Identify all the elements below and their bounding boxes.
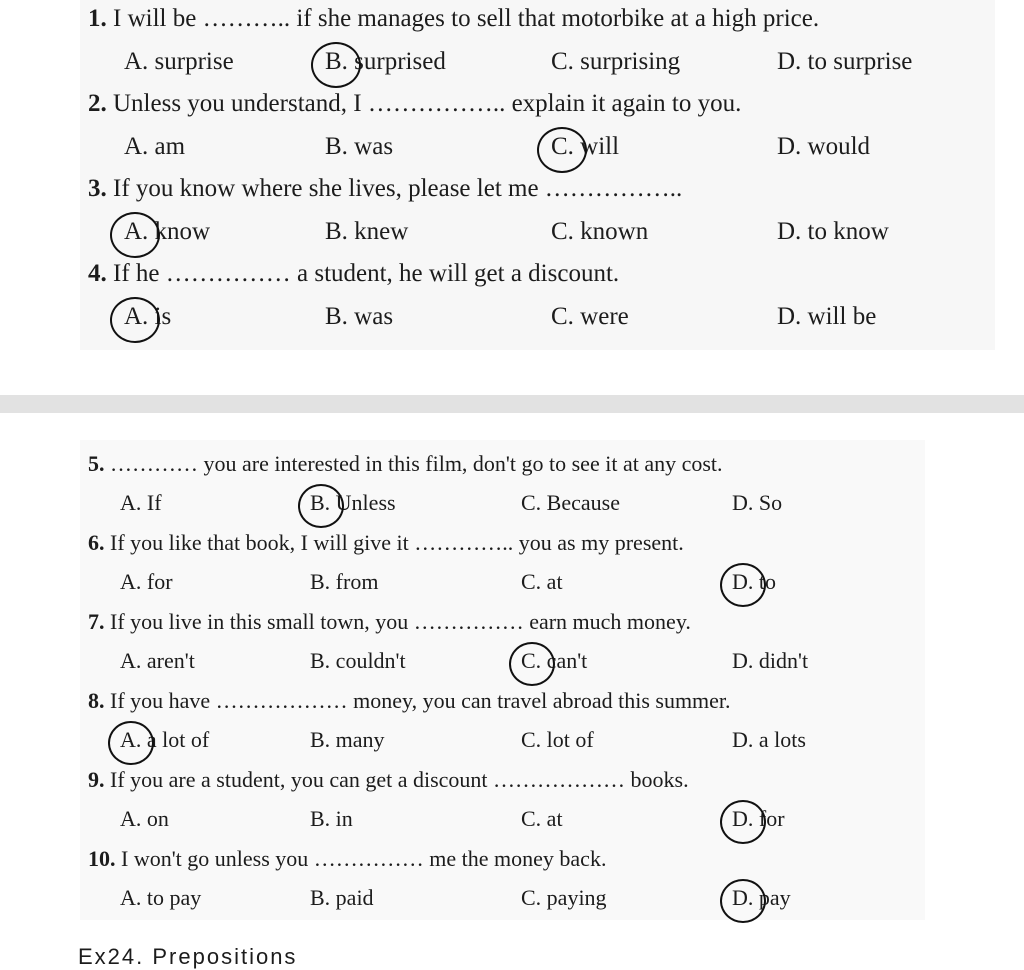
- answer-option-b: B. in: [310, 806, 353, 831]
- question-number: 7.: [88, 609, 105, 634]
- answer-option-a: A. am: [124, 133, 186, 160]
- answer-option-c: C. lot of: [521, 727, 594, 752]
- answer-option-c: C. known: [551, 218, 649, 245]
- question-number: 2.: [88, 90, 107, 117]
- answer-option-c: C. paying: [521, 885, 607, 910]
- answer-option-a: A. on: [120, 806, 169, 831]
- answer-option-c: C. can't: [521, 648, 588, 673]
- answer-option-c: C. at: [521, 806, 563, 831]
- question-number: 3.: [88, 175, 107, 202]
- question-3: [88, 175, 682, 203]
- question-stem: I will be ……….. if she manages to sell that motorbike at a high price.: [113, 5, 820, 32]
- answer-circle-mark: [311, 42, 361, 88]
- question-7: [88, 609, 691, 635]
- question-stem: Unless you understand, I …………….. explain it again to you.: [113, 90, 742, 117]
- answer-option-d: D. to surprise: [777, 48, 913, 75]
- question-4: [88, 260, 619, 288]
- question-number: 1.: [88, 5, 107, 32]
- answer-circle-mark: [110, 212, 160, 258]
- answer-option-c: C. will: [551, 133, 620, 160]
- question-number: 8.: [88, 688, 105, 713]
- answer-option-c: C. surprising: [551, 48, 681, 75]
- answer-option-c: C. Because: [521, 490, 620, 515]
- question-1: [88, 5, 819, 33]
- answer-option-d: D. would: [777, 133, 871, 160]
- answer-circle-mark: [509, 642, 555, 686]
- answer-option-a: A. for: [120, 569, 173, 594]
- question-number: 4.: [88, 260, 107, 287]
- section-divider: [0, 395, 1024, 413]
- answer-option-a: A. to pay: [120, 885, 202, 910]
- answer-option-a: A. is: [124, 303, 172, 330]
- question-stem: If you know where she lives, please let me ……………..: [113, 175, 683, 202]
- question-number: 9.: [88, 767, 105, 792]
- answer-option-c: C. at: [521, 569, 563, 594]
- answer-option-d: D. didn't: [732, 648, 809, 673]
- answer-option-b: B. was: [325, 133, 394, 160]
- question-8: [88, 688, 731, 714]
- answer-option-a: A. surprise: [124, 48, 234, 75]
- question-stem: If you are a student, you can get a discount ……………… books.: [110, 767, 689, 792]
- answer-circle-mark: [537, 127, 587, 173]
- question-stem: If he …………… a student, he will get a discount.: [113, 260, 620, 287]
- answer-circle-mark: [720, 879, 766, 923]
- question-6: [88, 530, 684, 556]
- answer-option-b: B. knew: [325, 218, 409, 245]
- question-10: [88, 846, 606, 872]
- partial-heading: Ex24. Prepositions: [78, 944, 298, 969]
- question-2: [88, 90, 741, 118]
- answer-option-d: D. to: [732, 569, 776, 594]
- answer-option-b: B. from: [310, 569, 379, 594]
- answer-circle-mark: [298, 484, 344, 528]
- answer-option-d: D. a lots: [732, 727, 806, 752]
- answer-option-d: D. to know: [777, 218, 889, 245]
- answer-option-b: B. was: [325, 303, 394, 330]
- answer-circle-mark: [720, 563, 766, 607]
- answer-option-b: B. couldn't: [310, 648, 406, 673]
- answer-option-b: B. Unless: [310, 490, 396, 515]
- answer-option-d: D. pay: [732, 885, 791, 910]
- answer-option-b: B. surprised: [325, 48, 446, 75]
- answer-option-a: A. know: [124, 218, 211, 245]
- question-9: [88, 767, 689, 793]
- question-stem: ………… you are interested in this film, don't go to see it at any cost.: [110, 451, 723, 476]
- answer-circle-mark: [720, 800, 766, 844]
- answer-circle-mark: [110, 297, 160, 343]
- question-number: 5.: [88, 451, 105, 476]
- answer-option-d: D. will be: [777, 303, 877, 330]
- answer-option-b: B. many: [310, 727, 385, 752]
- question-stem: I won't go unless you …………… me the money back.: [121, 846, 607, 871]
- answer-option-d: D. for: [732, 806, 785, 831]
- answer-option-a: A. aren't: [120, 648, 195, 673]
- answer-option-c: C. were: [551, 303, 629, 330]
- answer-option-d: D. So: [732, 490, 783, 515]
- question-stem: If you have ……………… money, you can travel abroad this summer.: [110, 688, 731, 713]
- question-stem: If you live in this small town, you …………… earn much money.: [110, 609, 691, 634]
- answer-option-b: B. paid: [310, 885, 374, 910]
- question-stem: If you like that book, I will give it ………….. you as my present.: [110, 530, 684, 555]
- question-number: 6.: [88, 530, 105, 555]
- answer-circle-mark: [108, 721, 154, 765]
- question-number: 10.: [88, 846, 116, 871]
- answer-option-a: A. If: [120, 490, 162, 515]
- question-5: [88, 451, 723, 477]
- answer-option-a: A. a lot of: [120, 727, 210, 752]
